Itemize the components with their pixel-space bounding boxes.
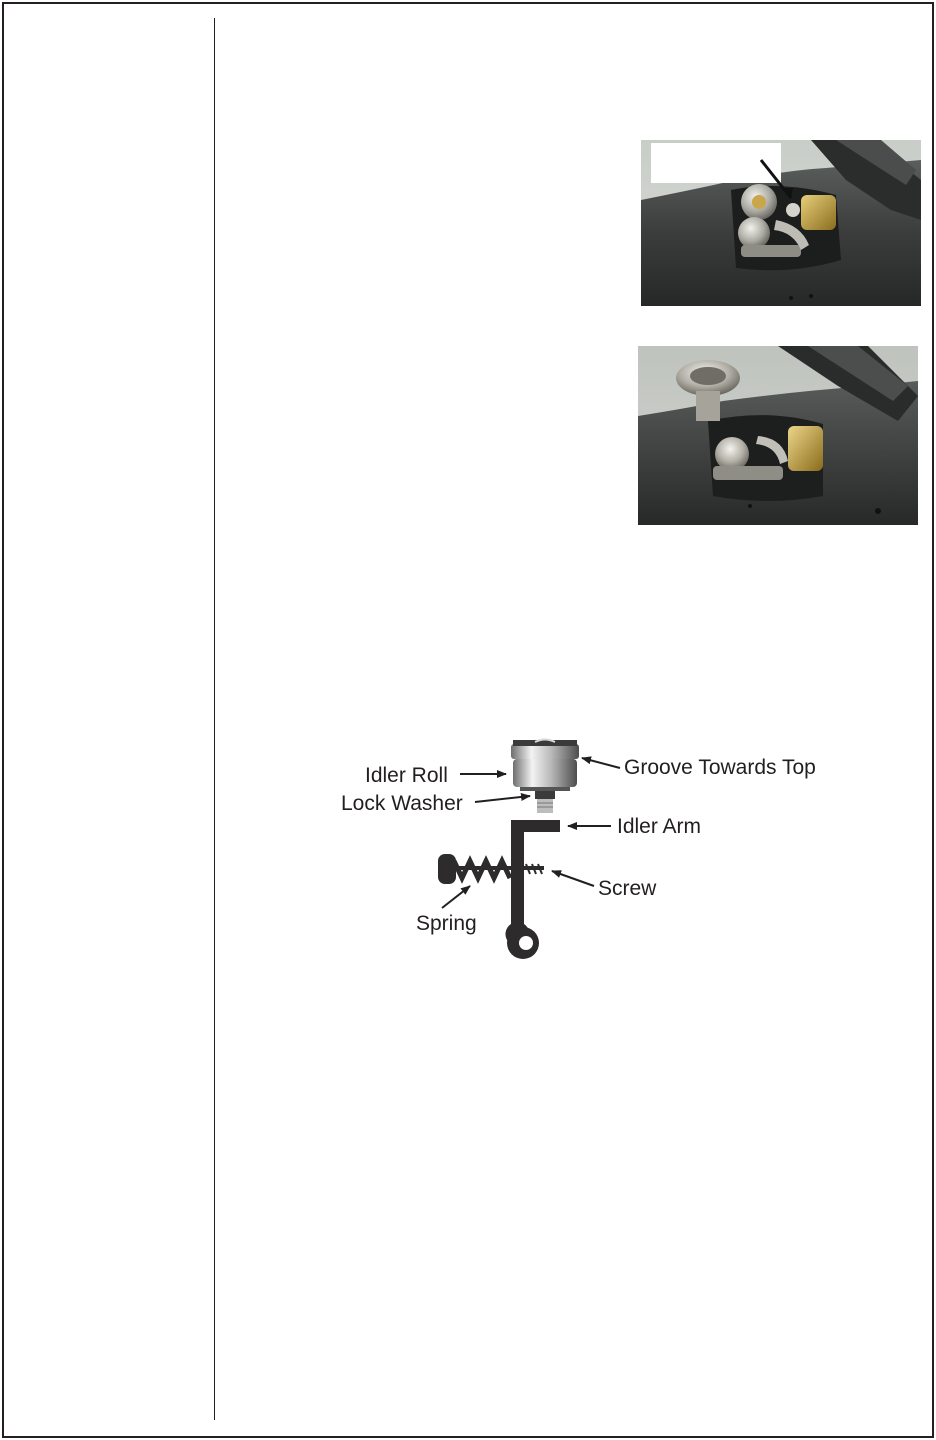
label-lock-washer: Lock Washer xyxy=(341,792,463,815)
lock-washer-part xyxy=(535,791,555,813)
photo-idler-arm-closeup xyxy=(641,140,921,306)
spring-and-screw-part xyxy=(438,854,544,884)
idler-roll-part xyxy=(511,740,579,792)
embossed-logo: F xyxy=(878,448,888,465)
label-spring: Spring xyxy=(416,912,477,935)
label-groove: Groove Towards Top xyxy=(624,756,816,779)
label-idler-arm: Idler Arm xyxy=(617,815,702,838)
idler-arm-diagram xyxy=(330,728,840,978)
label-idler-roll: Idler Roll xyxy=(365,764,448,787)
column-divider xyxy=(214,18,215,1420)
idler-arm-part xyxy=(506,820,561,959)
label-screw: Screw xyxy=(598,877,657,900)
photo-drive-roll-assembly xyxy=(638,346,918,525)
